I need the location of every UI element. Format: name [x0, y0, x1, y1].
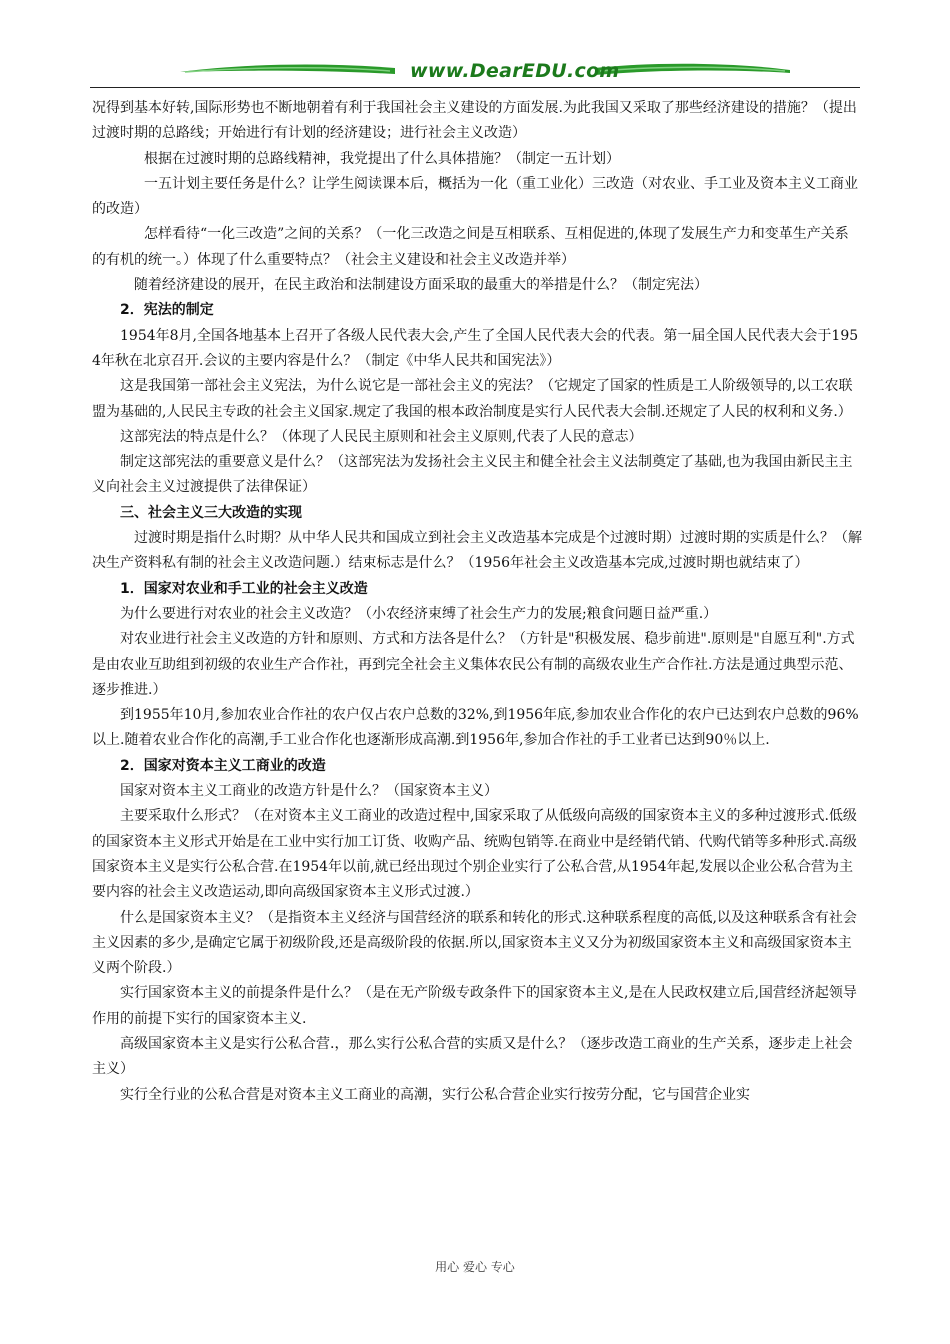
header-divider [90, 87, 860, 88]
section-heading: 三、社会主义三大改造的实现 [120, 504, 302, 521]
body-paragraph: 什么是国家资本主义？（是指资本主义经济与国营经济的联系和转化的形式.这种联系程度的高低,以及这种联系含有社会主义因素的多少,是确定它属于初级阶段,还是高级阶段的依据.所以,国家资本主义又分为初级国家资本主义和高级国家资本主义两个阶段.） [92, 909, 857, 977]
body-paragraph: 实行国家资本主义的前提条件是什么？（是在无产阶级专政条件下的国家资本主义,是在人民政权建立后,国营经济起领导作用的前提下实行的国家资本主义. [92, 985, 857, 1027]
body-paragraph: 随着经济建设的展开，在民主政治和法制建设方面采取的最重大的举措是什么？（制定宪法） [134, 277, 708, 294]
page-footer: 用心 爱心 专心 [435, 1260, 515, 1274]
body-paragraph: 这部宪法的特点是什么？（体现了人民民主原则和社会主义原则,代表了人民的意志） [120, 428, 643, 445]
body-paragraph: 实行全行业的公私合营是对资本主义工商业的高潮，实行公私合营企业实行按劳分配，它与国营企业实 [120, 1086, 750, 1103]
body-paragraph: 过渡时期是指什么时期？从中华人民共和国成立到社会主义改造基本完成是个过渡时期）过渡时期的实质是什么？（解决生产资料私有制的社会主义改造问题.）结束标志是什么？（1956年社会主义改造基本完成,过渡时期也就结束了） [92, 530, 862, 572]
body-paragraph: 制定这部宪法的重要意义是什么？（这部宪法为发扬社会主义民主和健全社会主义法制奠定了基础,也为我国由新民主主义向社会主义过渡提供了法律保证） [92, 454, 853, 496]
body-paragraph: 一五计划主要任务是什么？让学生阅读课本后，概括为一化（重工业化）三改造（对农业、手工业及资本主义工商业的改造） [92, 175, 858, 218]
body-paragraph: 高级国家资本主义是实行公私合营.，那么实行公私合营的实质又是什么？（逐步改造工商业的生产关系，逐步走上社会主义） [92, 1035, 853, 1078]
site-logo-text[interactable]: www.DearEDU.com [410, 60, 620, 82]
page-header [90, 58, 860, 90]
section-heading: 2．国家对资本主义工商业的改造 [120, 757, 326, 774]
body-paragraph: 主要采取什么形式？（在对资本主义工商业的改造过程中,国家采取了从低级向高级的国家资本主义的多种过渡形式.低级的国家资本主义形式开始是在工业中实行加工订货、收购产品、统购包销等.在商业中是经销代销、代购代销等多种形式.高级国家资本主义是实行公私合营.在1954年以前,就已经出现过个别企业实行了公私合营,从1954年起,发展以企业公私合营为主要内容的社会主义改造运动,即向高级国家资本主义形式过渡.） [92, 808, 857, 901]
body-paragraph: 根据在过渡时期的总路线精神，我党提出了什么具体措施？（制定一五计划） [144, 150, 620, 167]
body-paragraph: 对农业进行社会主义改造的方针和原则、方式和方法各是什么？（方针是"积极发展、稳步前进".原则是"自愿互利".方式是由农业互助组到初级的农业生产合作社，再到完全社会主义集体农民公有制的高级农业生产合作社.方法是通过典型示范、逐步推进.） [92, 631, 855, 698]
section-heading: 1．国家对农业和手工业的社会主义改造 [120, 580, 368, 597]
body-paragraph: 国家对资本主义工商业的改造方针是什么？（国家资本主义） [120, 783, 498, 800]
body-paragraph: 这是我国第一部社会主义宪法，为什么说它是一部社会主义的宪法？（它规定了国家的性质是工人阶级领导的,以工农联盟为基础的,人民民主专政的社会主义国家.规定了我国的根本政治制度是实行人民代表大会制.还规定了人民的权利和义务.） [92, 378, 853, 420]
document-body [92, 96, 862, 1108]
body-paragraph: 到1955年10月,参加农业合作社的农户仅占农户总数的32%,到1956年底,参加农业合作化的农户已达到农户总数的96%以上.随着农业合作化的高潮,手工业合作化也逐渐形成高潮.到1956年,参加合作社的手工业者已达到90％以上. [92, 707, 859, 749]
body-paragraph: 为什么要进行对农业的社会主义改造？（小农经济束缚了社会生产力的发展;粮食问题日益严重.） [120, 605, 718, 622]
body-paragraph: 况得到基本好转,国际形势也不断地朝着有利于我国社会主义建设的方面发展.为此我国又采取了那些经济建设的措施？（提出过渡时期的总路线；开始进行有计划的经济建设；进行社会主义改造） [92, 100, 857, 142]
body-paragraph: 1954年8月,全国各地基本上召开了各级人民代表大会,产生了全国人民代表大会的代表。第一届全国人民代表大会于1954年秋在北京召开.会议的主要内容是什么？（制定《中华人民共和国宪法》） [92, 327, 859, 369]
body-paragraph: 怎样看待“一化三改造”之间的关系？（一化三改造之间是互相联系、互相促进的,体现了发展生产力和变革生产关系的有机的统一。）体现了什么重要特点？（社会主义建设和社会主义改造并举） [92, 226, 849, 268]
section-heading: 2．宪法的制定 [120, 302, 214, 319]
